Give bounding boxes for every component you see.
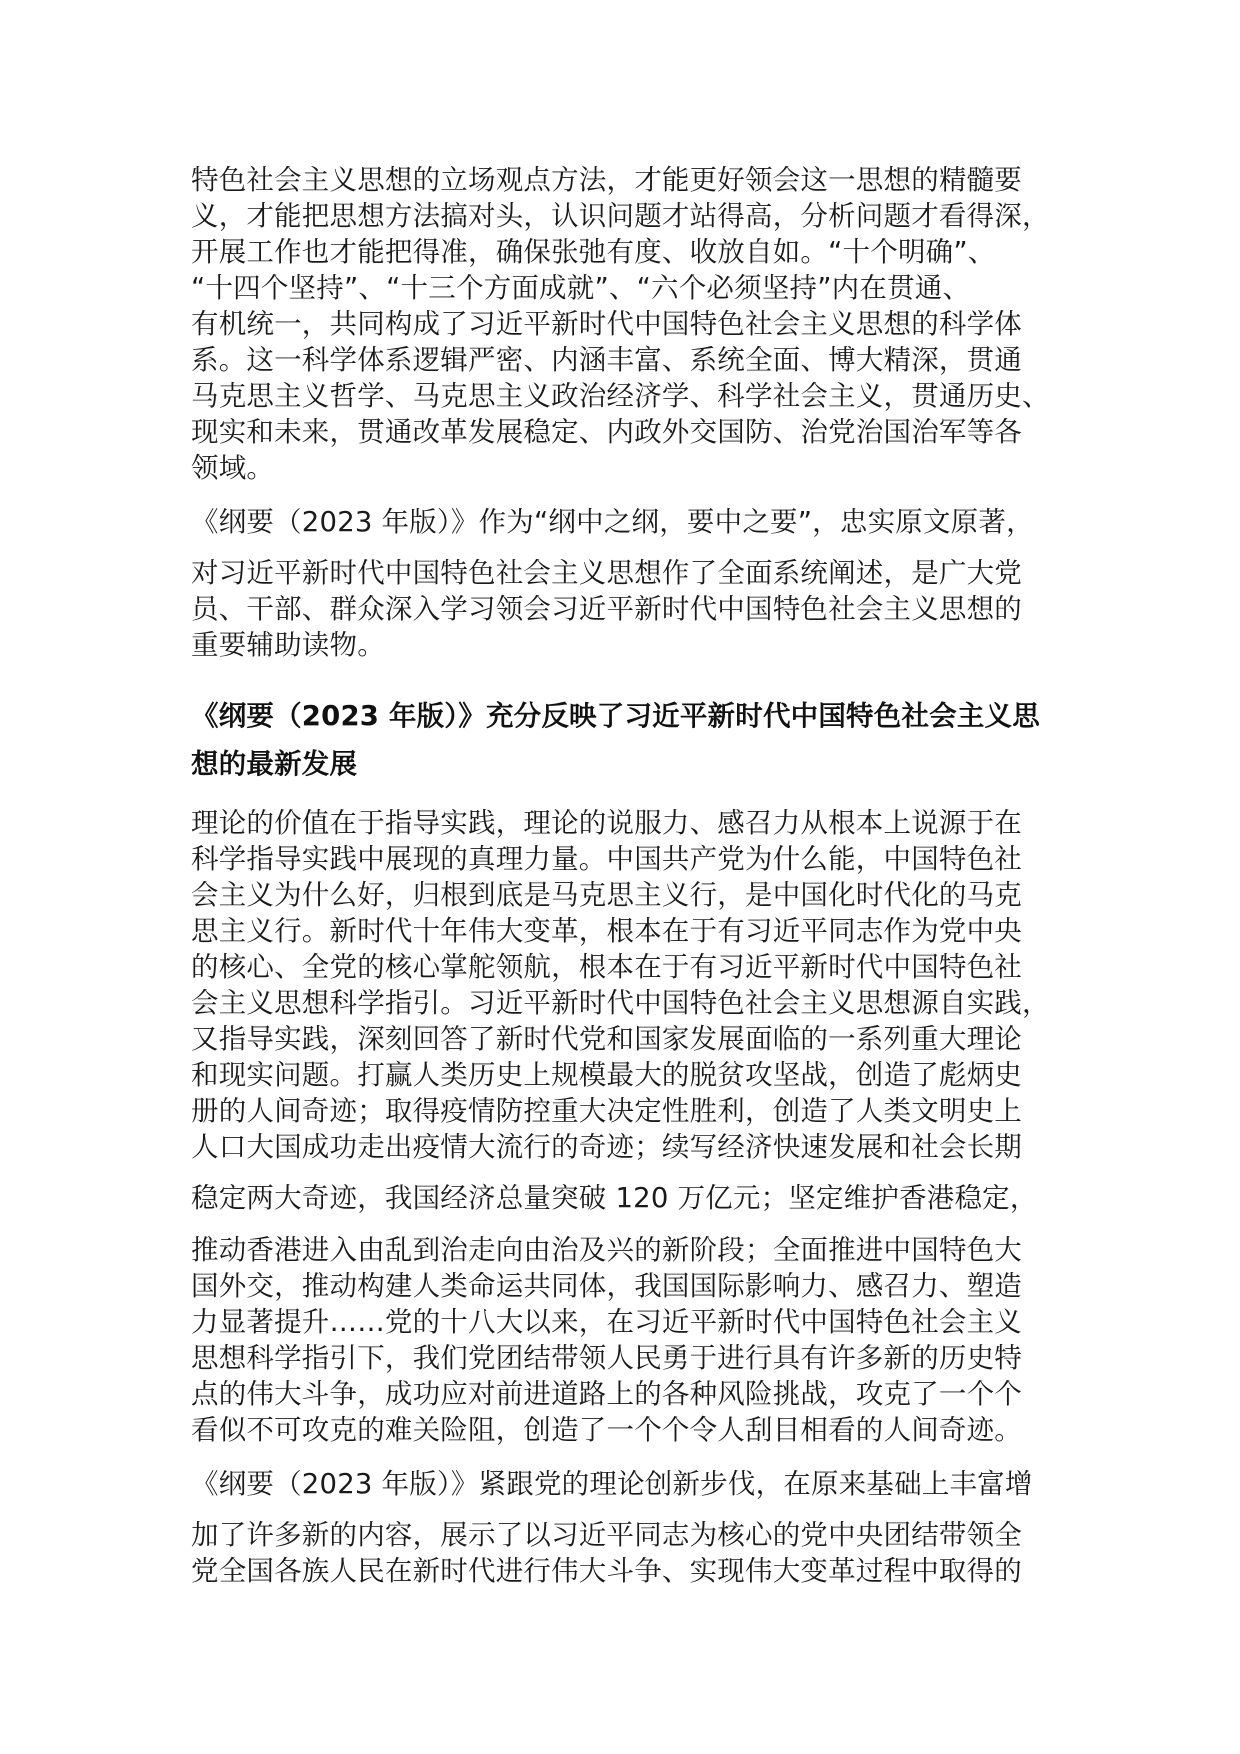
text-line: 《纲要（2023 年版）》作为“纲中之纲，要中之要”，忠实原文原著， — [191, 506, 1034, 538]
text-line: 领域。 — [191, 452, 275, 484]
text-line: 的核心、全党的核心掌舵领航，根本在于有习近平新时代中国特色社 — [191, 951, 1022, 983]
text-line: 思想科学指引下，我们党团结带领人民勇于进行具有许多新的历史特 — [191, 1342, 1022, 1374]
text-line: 看似不可攻克的难关险阻，创造了一个个令人刮目相看的人间奇迹。 — [191, 1414, 1022, 1446]
text-line: 员、干部、群众深入学习领会习近平新时代中国特色社会主义思想的 — [191, 593, 1022, 625]
heading-line: 《纲要（2023 年版）》充分反映了习近平新时代中国特色社会主义思 — [191, 700, 1040, 732]
text-line: 国外交，推动构建人类命运共同体，我国国际影响力、感召力、塑造 — [191, 1270, 1022, 1302]
text-line: 和现实问题。打赢人类历史上规模最大的脱贫攻坚战，创造了彪炳史 — [191, 1059, 1022, 1091]
text-line: 推动香港进入由乱到治走向由治及兴的新阶段；全面推进中国特色大 — [191, 1234, 1022, 1266]
text-line: 稳定两大奇迹，我国经济总量突破 120 万亿元；坚定维护香港稳定， — [191, 1182, 1038, 1214]
text-line: 开展工作也才能把得准，确保张弛有度、收放自如。“十个明确”、 — [191, 236, 996, 268]
text-line: 科学指导实践中展现的真理力量。中国共产党为什么能，中国特色社 — [191, 843, 1022, 875]
text-line: 义，才能把思想方法搞对头，认识问题才站得高，分析问题才看得深， — [191, 200, 1050, 232]
text-line: 现实和未来，贯通改革发展稳定、内政外交国防、治党治国治军等各 — [191, 416, 1022, 448]
text-line: 力显著提升……党的十八大以来，在习近平新时代中国特色社会主义 — [191, 1306, 1022, 1338]
heading-line: 想的最新发展 — [191, 748, 358, 780]
text-line: 思主义行。新时代十年伟大变革，根本在于有习近平同志作为党中央 — [191, 915, 1022, 947]
text-line: 会主义为什么好，归根到底是马克思主义行，是中国化时代化的马克 — [191, 879, 1022, 911]
text-line: 册的人间奇迹；取得疫情防控重大决定性胜利，创造了人类文明史上 — [191, 1095, 1022, 1127]
text-line: 理论的价值在于指导实践，理论的说服力、感召力从根本上说源于在 — [191, 807, 1022, 839]
text-line: 又指导实践，深刻回答了新时代党和国家发展面临的一系列重大理论 — [191, 1023, 1022, 1055]
text-line: 加了许多新的内容，展示了以习近平同志为核心的党中央团结带领全 — [191, 1519, 1022, 1551]
text-line: “十四个坚持”、“十三个方面成就”、“六个必须坚持”内在贯通、 — [191, 272, 971, 304]
text-line: 系。这一科学体系逻辑严密、内涵丰富、系统全面、博大精深，贯通 — [191, 344, 1022, 376]
text-line: 特色社会主义思想的立场观点方法，才能更好领会这一思想的精髓要 — [191, 164, 1022, 196]
text-line: 人口大国成功走出疫情大流行的奇迹；续写经济快速发展和社会长期 — [191, 1131, 1022, 1163]
text-line: 重要辅助读物。 — [191, 629, 385, 661]
text-line: 有机统一，共同构成了习近平新时代中国特色社会主义思想的科学体 — [191, 308, 1022, 340]
text-line: 党全国各族人民在新时代进行伟大斗争、实现伟大变革过程中取得的 — [191, 1555, 1022, 1587]
text-line: 会主义思想科学指引。习近平新时代中国特色社会主义思想源自实践， — [191, 987, 1050, 1019]
text-line: 对习近平新时代中国特色社会主义思想作了全面系统阐述，是广大党 — [191, 557, 1022, 589]
text-line: 马克思主义哲学、马克思主义政治经济学、科学社会主义，贯通历史、 — [191, 380, 1050, 412]
text-line: 点的伟大斗争，成功应对前进道路上的各种风险挑战，攻克了一个个 — [191, 1378, 1022, 1410]
text-line: 《纲要（2023 年版）》紧跟党的理论创新步伐，在原来基础上丰富增 — [191, 1468, 1033, 1500]
